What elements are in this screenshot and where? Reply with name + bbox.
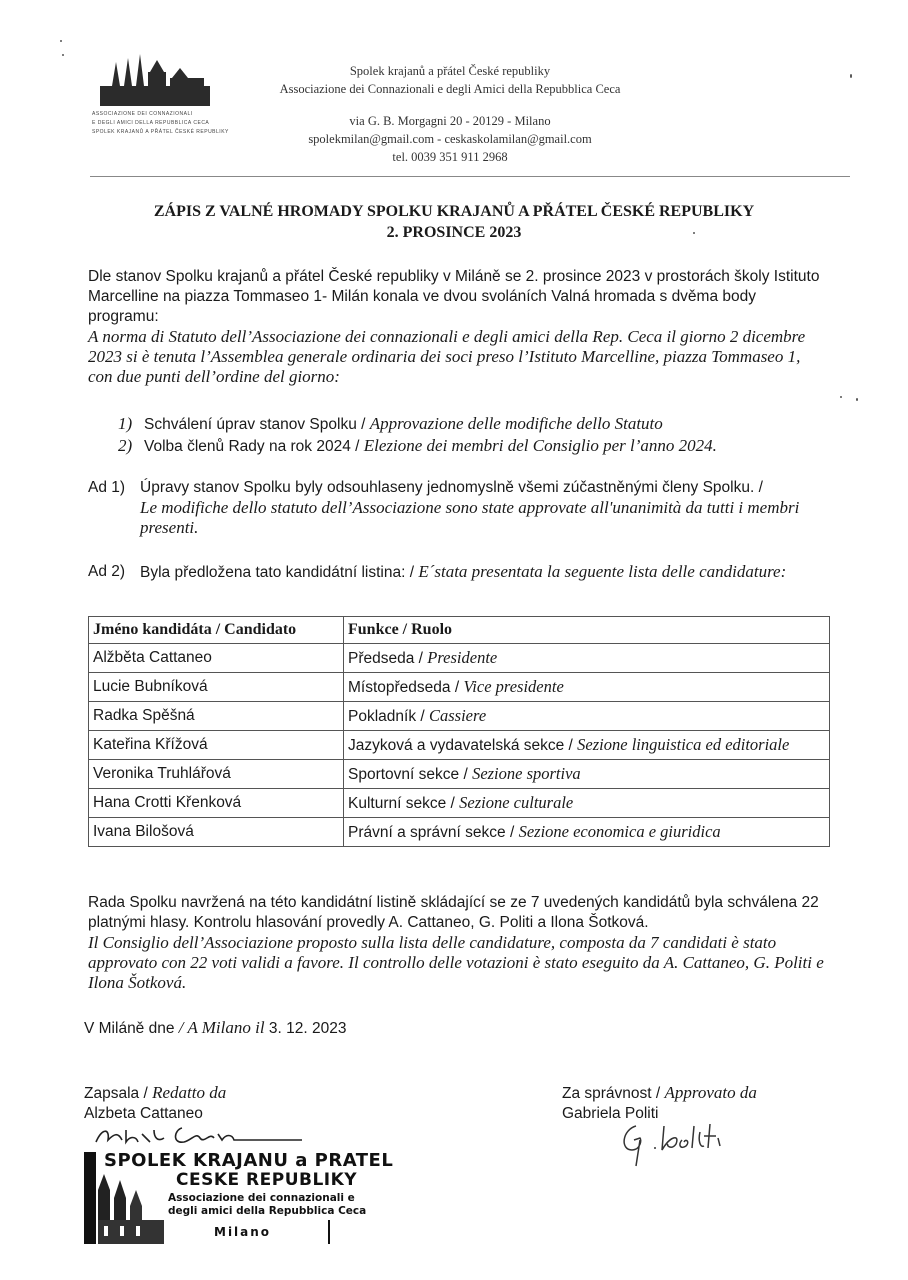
org-address: via G. B. Morgagni 20 - 20129 - Milano — [349, 114, 551, 128]
resolution-2-cz: Byla předložena tato kandidátní listina: / — [140, 564, 419, 581]
candidate-role — [344, 644, 830, 673]
role-cz: Sportovní sekce / — [348, 766, 473, 783]
column-header-candidate: Jméno kandidáta / Candidato — [89, 617, 344, 644]
stamp-subtitle — [168, 1192, 367, 1218]
role-cz: Právní a správní sekce / — [348, 824, 519, 841]
org-name-it: Associazione dei Connazionali e degli Amici della Repubblica Ceca — [279, 82, 621, 96]
closing-it: Il Consiglio dell’Associazione proposto sulla lista delle candidature, composta da 7 candidati è stato approvato con 22 voti validi a favore. Il controllo delle votazioni è stato eseguito da A. Cattaneo, G. Politi e Ilona Šotková. — [88, 933, 824, 992]
table-row — [89, 644, 830, 673]
document-title — [90, 201, 818, 243]
role-it: Sezione culturale — [459, 793, 574, 812]
recorder-block — [84, 1083, 226, 1124]
candidate-role — [344, 731, 830, 760]
closing-cz: Rada Spolku navržená na této kandidátní listině skládající se ze 7 uvedených kandidátů byla schválena 22 platnými hlasy. Kontrolu hlasování provedly A. Cattaneo, G. Politi a Ilona Šotková. — [88, 894, 819, 931]
candidates-table — [88, 616, 830, 847]
agenda-number: 1) — [118, 414, 133, 433]
logo-caption — [92, 110, 232, 137]
role-cz: Kulturní sekce / — [348, 795, 460, 812]
stamp-line-3: Associazione dei connazionali e — [168, 1192, 355, 1204]
logo-caption-line: SPOLEK KRAJANŮ A PŘÁTEL ČESKÉ REPUBLIKY — [92, 129, 229, 135]
role-cz: Místopředseda / — [348, 679, 464, 696]
role-it: Cassiere — [429, 706, 487, 725]
resolution-label: Ad 2) — [88, 563, 126, 580]
scan-speck — [60, 40, 62, 42]
date-label-cz: V Miláně dne — [84, 1020, 179, 1037]
candidate-role — [344, 789, 830, 818]
date-value: 3. 12. 2023 — [264, 1020, 347, 1037]
stamp-line-2: CESKE REPUBLIKY — [176, 1170, 358, 1190]
table-row — [89, 673, 830, 702]
resolution-1-it: Le modifiche dello statuto dell’Associazione sono state approvate all'unanimità da tutti i membri presenti. — [140, 498, 800, 537]
org-name-cz: Spolek krajanů a přátel České republiky — [349, 64, 551, 78]
role-it: Presidente — [427, 648, 498, 667]
candidate-role — [344, 760, 830, 789]
title-line: ZÁPIS Z VALNÉ HROMADY SPOLKU KRAJANŮ A PŘÁTEL ČESKÉ REPUBLIKY — [153, 203, 755, 220]
association-stamp — [84, 1150, 394, 1246]
stamp-city: Milano — [214, 1225, 272, 1239]
date-line — [84, 1018, 346, 1038]
logo-caption-line: E DEGLI AMICI DELLA REPUBBLICA CECA — [92, 120, 210, 126]
candidate-name: Alžběta Cattaneo — [89, 644, 344, 673]
candidate-role — [344, 818, 830, 847]
agenda-number: 2) — [118, 436, 133, 455]
column-header-role: Funkce / Ruolo — [344, 617, 830, 644]
approver-signature — [614, 1116, 734, 1172]
org-phone: tel. 0039 351 911 2968 — [392, 150, 508, 164]
agenda-list — [118, 413, 818, 457]
logo-caption-line: ASSOCIAZIONE DEI CONNAZIONALI — [92, 111, 193, 117]
recorder-role-cz: Zapsala / — [84, 1085, 153, 1102]
closing-paragraph — [88, 893, 828, 993]
role-cz: Jazyková a vydavatelská sekce / — [348, 737, 578, 754]
resolution-1-cz: Úpravy stanov Spolku byly odsouhlaseny jednomyslně všemi zúčastněnými členy Spolku. / — [140, 479, 763, 496]
role-it: Vice presidente — [463, 677, 564, 696]
candidate-name: Kateřina Křížová — [89, 731, 344, 760]
stamp-line-1: SPOLEK KRAJANU a PRATEL — [104, 1150, 394, 1171]
table-row — [89, 818, 830, 847]
stamp-line-4: degli amici della Repubblica Ceca — [168, 1205, 367, 1217]
candidate-role — [344, 702, 830, 731]
candidate-name: Ivana Bilošová — [89, 818, 344, 847]
resolution-1 — [88, 478, 828, 538]
approver-role-it: Approvato da — [664, 1083, 757, 1102]
approver-name: Gabriela Politi — [562, 1105, 659, 1122]
intro-paragraph — [88, 267, 828, 387]
resolution-2-it: E´stata presentata la seguente lista delle candidature: — [418, 562, 787, 581]
header-divider — [90, 176, 850, 177]
date-label-it: / A Milano il — [178, 1018, 265, 1037]
scan-speck — [62, 54, 64, 56]
table-header-row — [89, 617, 830, 644]
org-emails: spolekmilan@gmail.com - ceskaskolamilan@gmail.com — [308, 132, 592, 146]
agenda-text-it: Approvazione delle modifiche dello Statuto — [369, 414, 663, 433]
candidate-name: Radka Spěšná — [89, 702, 344, 731]
title-date: 2. PROSINCE 2023 — [386, 224, 522, 241]
intro-it: A norma di Statuto dell’Associazione dei connazionali e degli amici della Rep. Ceca il giorno 2 dicembre 2023 si è tenuta l’Assemblea generale ordinaria dei soci preso l’Istituto Marcelline, piazza Tommaseo 1, con due punti dell’ordine del giorno: — [88, 327, 806, 386]
candidate-name: Lucie Bubníková — [89, 673, 344, 702]
agenda-text-it: Elezione dei membri del Consiglio per l’anno 2024. — [363, 436, 717, 455]
agenda-item — [118, 435, 818, 457]
stamp-border — [328, 1220, 330, 1244]
agenda-text-cz: Schválení úprav stanov Spolku / — [144, 416, 370, 433]
table-row — [89, 760, 830, 789]
recorder-name: Alzbeta Cattaneo — [84, 1105, 203, 1122]
cathedral-icon — [100, 52, 210, 108]
agenda-text-cz: Volba členů Rady na rok 2024 / — [144, 438, 364, 455]
candidate-role — [344, 673, 830, 702]
scan-speck — [840, 396, 842, 398]
table-row — [89, 702, 830, 731]
resolution-label: Ad 1) — [88, 479, 126, 496]
table-row — [89, 731, 830, 760]
table-row — [89, 789, 830, 818]
candidate-name: Veronika Truhlářová — [89, 760, 344, 789]
approver-role-cz: Za správnost / — [562, 1085, 665, 1102]
scan-speck — [850, 74, 852, 78]
role-it: Sezione sportiva — [472, 764, 581, 783]
role-cz: Pokladník / — [348, 708, 429, 725]
agenda-item — [118, 413, 818, 435]
recorder-role-it: Redatto da — [152, 1083, 227, 1102]
role-cz: Předseda / — [348, 650, 428, 667]
association-logo — [92, 52, 232, 152]
letterhead — [250, 62, 650, 166]
role-it: Sezione linguistica ed editoriale — [577, 735, 790, 754]
scan-speck — [856, 398, 858, 401]
intro-cz: Dle stanov Spolku krajanů a přátel České republiky v Miláně se 2. prosince 2023 v prostorách školy Istituto Marcelline na piazza Tommaseo 1- Milán konala ve dvou svoláních Valná hromada s dvěma body programu: — [88, 268, 820, 325]
role-it: Sezione economica e giuridica — [518, 822, 721, 841]
candidate-name: Hana Crotti Křenková — [89, 789, 344, 818]
recorder-signature — [92, 1120, 312, 1150]
resolution-2 — [88, 562, 828, 583]
